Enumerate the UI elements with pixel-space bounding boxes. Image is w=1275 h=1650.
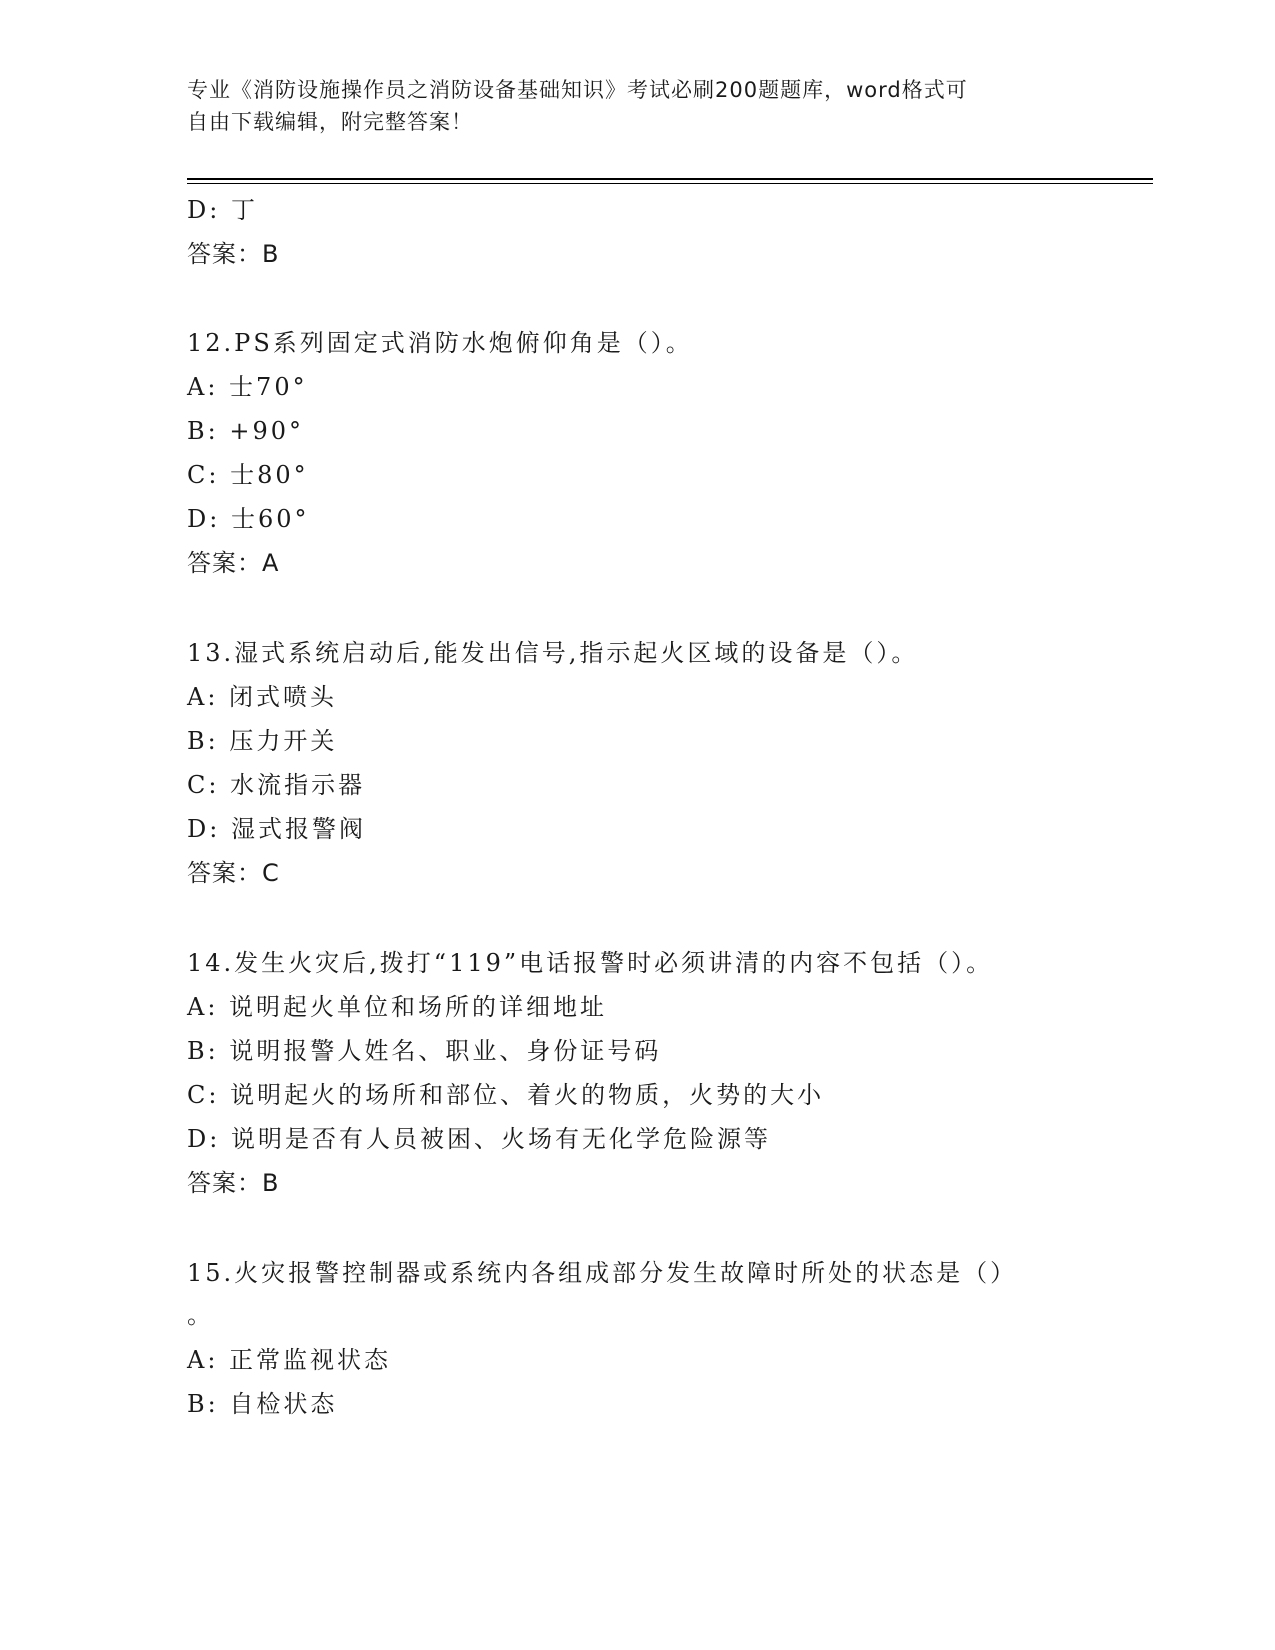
q15-stem: 15.火灾报警控制器或系统内各组成部分发生故障时所处的状态是（） xyxy=(187,1259,1018,1287)
q12-option-d: D: 士60° xyxy=(187,505,310,533)
q14-option-c: C: 说明起火的场所和部位、着火的物质，火势的大小 xyxy=(187,1081,825,1109)
header-title-line-2: 自由下载编辑，附完整答案！ xyxy=(187,110,473,134)
q15-option-a: A: 正常监视状态 xyxy=(187,1346,392,1374)
q14-stem: 14.发生火灾后,拨打“119”电话报警时必须讲清的内容不包括（）。 xyxy=(187,949,994,977)
q13-option-c: C: 水流指示器 xyxy=(187,771,366,799)
header-divider xyxy=(187,178,1153,180)
q13-option-a: A: 闭式喷头 xyxy=(187,683,338,711)
q13-answer: 答案：C xyxy=(187,859,280,887)
q13-stem: 13.湿式系统启动后,能发出信号,指示起火区域的设备是（）。 xyxy=(187,639,919,667)
prev-answer: 答案：B xyxy=(187,240,280,268)
q14-option-a: A: 说明起火单位和场所的详细地址 xyxy=(187,993,608,1021)
q14-option-d: D: 说明是否有人员被困、火场有无化学危险源等 xyxy=(187,1125,771,1153)
q13-option-b: B: 压力开关 xyxy=(187,727,338,755)
prev-option-d: D: 丁 xyxy=(187,196,258,224)
q15-stem-continuation: 。 xyxy=(187,1301,214,1329)
q12-answer: 答案：A xyxy=(187,549,280,577)
header-divider-thin xyxy=(187,183,1153,184)
q15-option-b: B: 自检状态 xyxy=(187,1390,338,1418)
q14-option-b: B: 说明报警人姓名、职业、身份证号码 xyxy=(187,1037,662,1065)
q12-option-b: B: +90° xyxy=(187,417,304,445)
q14-answer: 答案：B xyxy=(187,1169,280,1197)
q12-option-a: A: 士70° xyxy=(187,373,308,401)
q12-stem: 12.PS系列固定式消防水炮俯仰角是（）。 xyxy=(187,329,693,357)
q12-option-c: C: 士80° xyxy=(187,461,309,489)
page-header xyxy=(187,74,1067,138)
q13-option-d: D: 湿式报警阀 xyxy=(187,815,366,843)
header-title-line-1: 专业《消防设施操作员之消防设备基础知识》考试必刷200题题库，word格式可 xyxy=(187,78,968,102)
